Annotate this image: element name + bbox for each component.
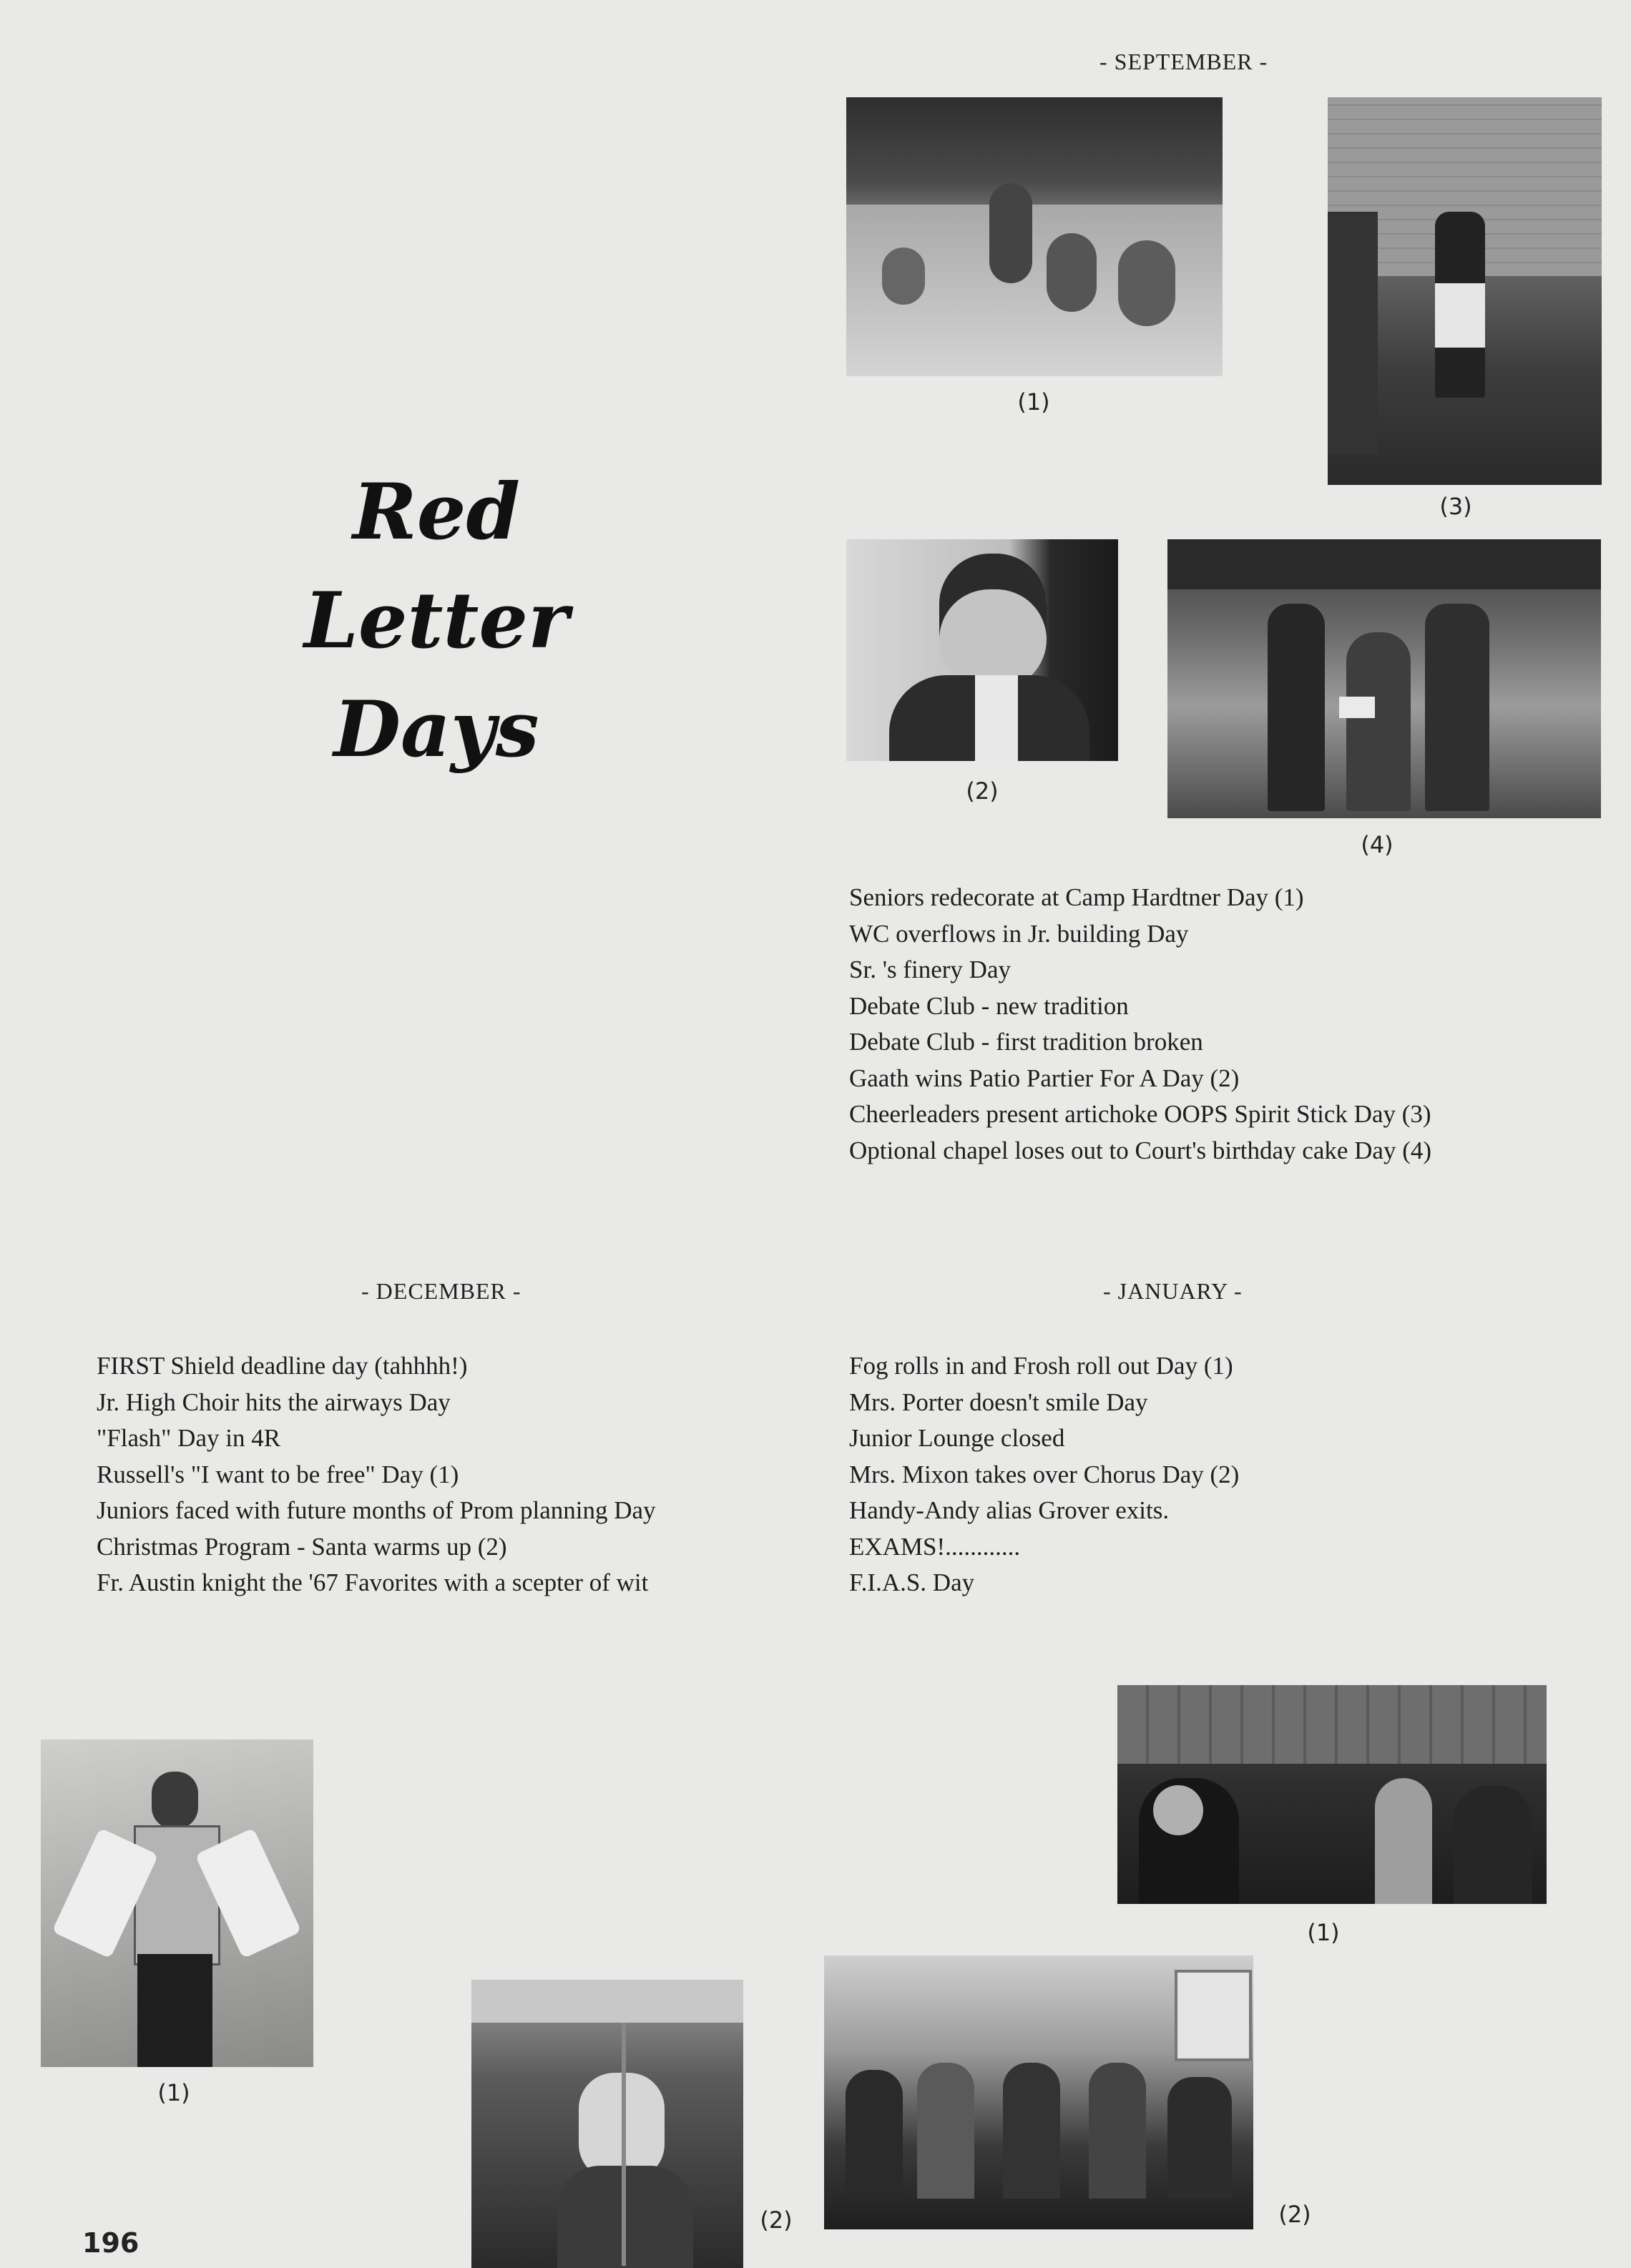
page-number: 196: [82, 2227, 139, 2259]
page-title: [215, 458, 658, 784]
january-caption-2: (2): [1278, 2201, 1311, 2228]
list-item: Juniors faced with future months of Prom planning Day: [97, 1496, 656, 1524]
title-line-2: Days: [333, 684, 539, 775]
january-photo-2-chorus: [824, 1955, 1253, 2229]
list-item: Christmas Program - Santa warms up (2): [97, 1532, 507, 1561]
list-item: Handy-Andy alias Grover exits.: [849, 1496, 1170, 1524]
september-heading: - SEPTEMBER -: [1099, 49, 1268, 74]
december-list: [97, 1348, 656, 1601]
september-caption-2: (2): [966, 777, 999, 805]
list-item: Optional chapel loses out to Court's birthday cake Day (4): [849, 1136, 1432, 1164]
december-photo-1-vest: [41, 1739, 313, 2067]
september-photo-4-patio: [1167, 539, 1601, 818]
september-photo-3-gym: [1328, 97, 1602, 485]
september-caption-3: (3): [1439, 493, 1472, 520]
december-photo-2-santa: [471, 1980, 743, 2268]
list-item: "Flash" Day in 4R: [97, 1424, 281, 1452]
list-item: Debate Club - new tradition: [849, 991, 1129, 1020]
list-item: Debate Club - first tradition broken: [849, 1028, 1203, 1056]
january-list: [849, 1348, 1239, 1601]
list-item: Fr. Austin knight the '67 Favorites with a scepter of wit: [97, 1569, 649, 1596]
december-caption-2: (2): [760, 2206, 793, 2234]
list-item: Cheerleaders present artichoke OOPS Spirit Stick Day (3): [849, 1100, 1431, 1128]
list-item: Gaath wins Patio Partier For A Day (2): [849, 1064, 1240, 1092]
september-photo-2-portrait: [846, 539, 1118, 761]
list-item: Jr. High Choir hits the airways Day: [97, 1388, 451, 1416]
list-item: Sr. 's finery Day: [849, 956, 1011, 983]
list-item: Seniors redecorate at Camp Hardtner Day (1): [849, 883, 1304, 911]
december-heading: - DECEMBER -: [361, 1278, 521, 1304]
september-caption-1: (1): [1017, 388, 1050, 416]
january-heading: - JANUARY -: [1103, 1278, 1243, 1304]
list-item: FIRST Shield deadline day (tahhhh!): [97, 1352, 468, 1380]
list-item: Junior Lounge closed: [849, 1424, 1065, 1452]
september-photo-1-pool: [846, 97, 1223, 376]
december-caption-1: (1): [157, 2079, 190, 2106]
list-item: Mrs. Porter doesn't smile Day: [849, 1388, 1148, 1416]
list-item: Russell's "I want to be free" Day (1): [97, 1460, 459, 1488]
september-caption-4: (4): [1361, 831, 1394, 858]
list-item: Fog rolls in and Frosh roll out Day (1): [849, 1352, 1233, 1380]
title-line-1: Red Letter: [303, 467, 569, 666]
september-list: [849, 880, 1431, 1169]
list-item: WC overflows in Jr. building Day: [849, 919, 1189, 948]
list-item: EXAMS!............: [849, 1532, 1021, 1561]
list-item: Mrs. Mixon takes over Chorus Day (2): [849, 1460, 1240, 1488]
january-caption-1: (1): [1307, 1919, 1340, 1946]
list-item: F.I.A.S. Day: [849, 1569, 975, 1596]
january-photo-1-dance: [1117, 1685, 1547, 1904]
